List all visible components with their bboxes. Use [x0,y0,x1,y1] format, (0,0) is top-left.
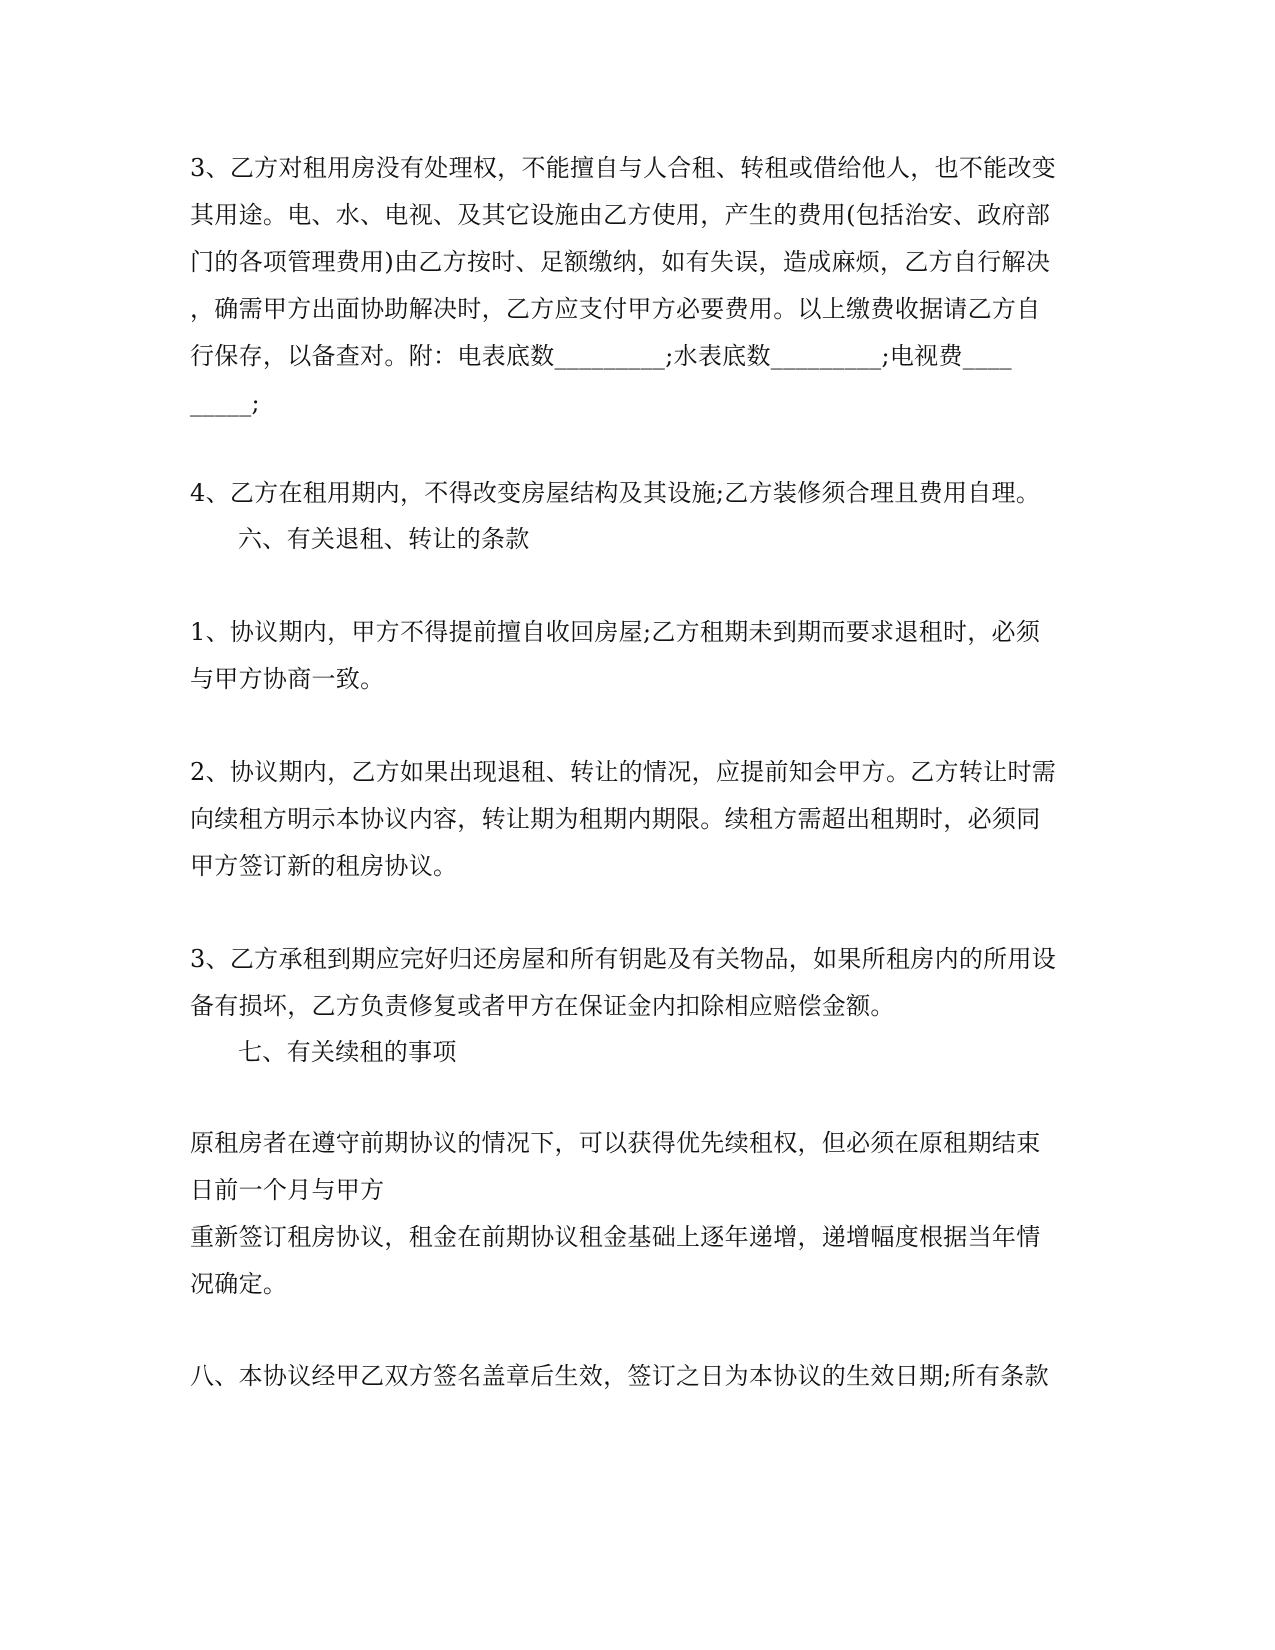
section-7-text-line-2: 日前一个月与甲方 [190,1176,385,1204]
clause-5-3-line-6: _____; [190,389,260,417]
clause-6-1-line-2: 与甲方协商一致。 [190,665,385,693]
section-8-line-1: 八、本协议经甲乙双方签名盖章后生效，签订之日为本协议的生效日期;所有条款 [190,1362,1049,1390]
clause-5-4: 4、乙方在租用期内，不得改变房屋结构及其设施;乙方装修须合理且费用自理。 [190,479,1041,507]
section-7-text-line-1: 原租房者在遵守前期协议的情况下，可以获得优先续租权，但必须在原租期结束 [190,1129,1041,1157]
section-7-heading: 七、有关续租的事项 [238,1038,457,1066]
section-6-heading: 六、有关退租、转让的条款 [238,525,530,553]
clause-6-2-line-2: 向续租方明示本协议内容，转让期为租期内期限。续租方需超出租期时，必须同 [190,805,1041,833]
clause-6-2-line-3: 甲方签订新的租房协议。 [190,852,458,880]
clause-5-3-line-4: ，确需甲方出面协助解决时，乙方应支付甲方必要费用。以上缴费收据请乙方自 [190,295,1041,323]
clause-5-3-line-5: 行保存，以备查对。附：电表底数_________;水表底数_________;电视费____ [190,342,1012,370]
section-7-text-line-3: 重新签订租房协议，租金在前期协议租金基础上逐年递增，递增幅度根据当年情 [190,1223,1041,1251]
clause-6-1-line-1: 1、协议期内，甲方不得提前擅自收回房屋;乙方租期未到期而要求退租时，必须 [190,618,1041,646]
clause-5-3-line-3: 门的各项管理费用)由乙方按时、足额缴纳，如有失误，造成麻烦，乙方自行解决 [190,248,1051,276]
clause-5-3-line-1: 3、乙方对租用房没有处理权，不能擅自与人合租、转租或借给他人，也不能改变 [190,154,1057,182]
section-7-text-line-4: 况确定。 [190,1270,288,1298]
clause-6-3-line-1: 3、乙方承租到期应完好归还房屋和所有钥匙及有关物品，如果所租房内的所用设 [190,945,1057,973]
clause-5-3-line-2: 其用途。电、水、电视、及其它设施由乙方使用，产生的费用(包括治安、政府部 [190,201,1051,229]
clause-6-3-line-2: 备有损坏，乙方负责修复或者甲方在保证金内扣除相应赔偿金额。 [190,992,895,1020]
clause-6-2-line-1: 2、协议期内，乙方如果出现退租、转让的情况，应提前知会甲方。乙方转让时需 [190,758,1057,786]
